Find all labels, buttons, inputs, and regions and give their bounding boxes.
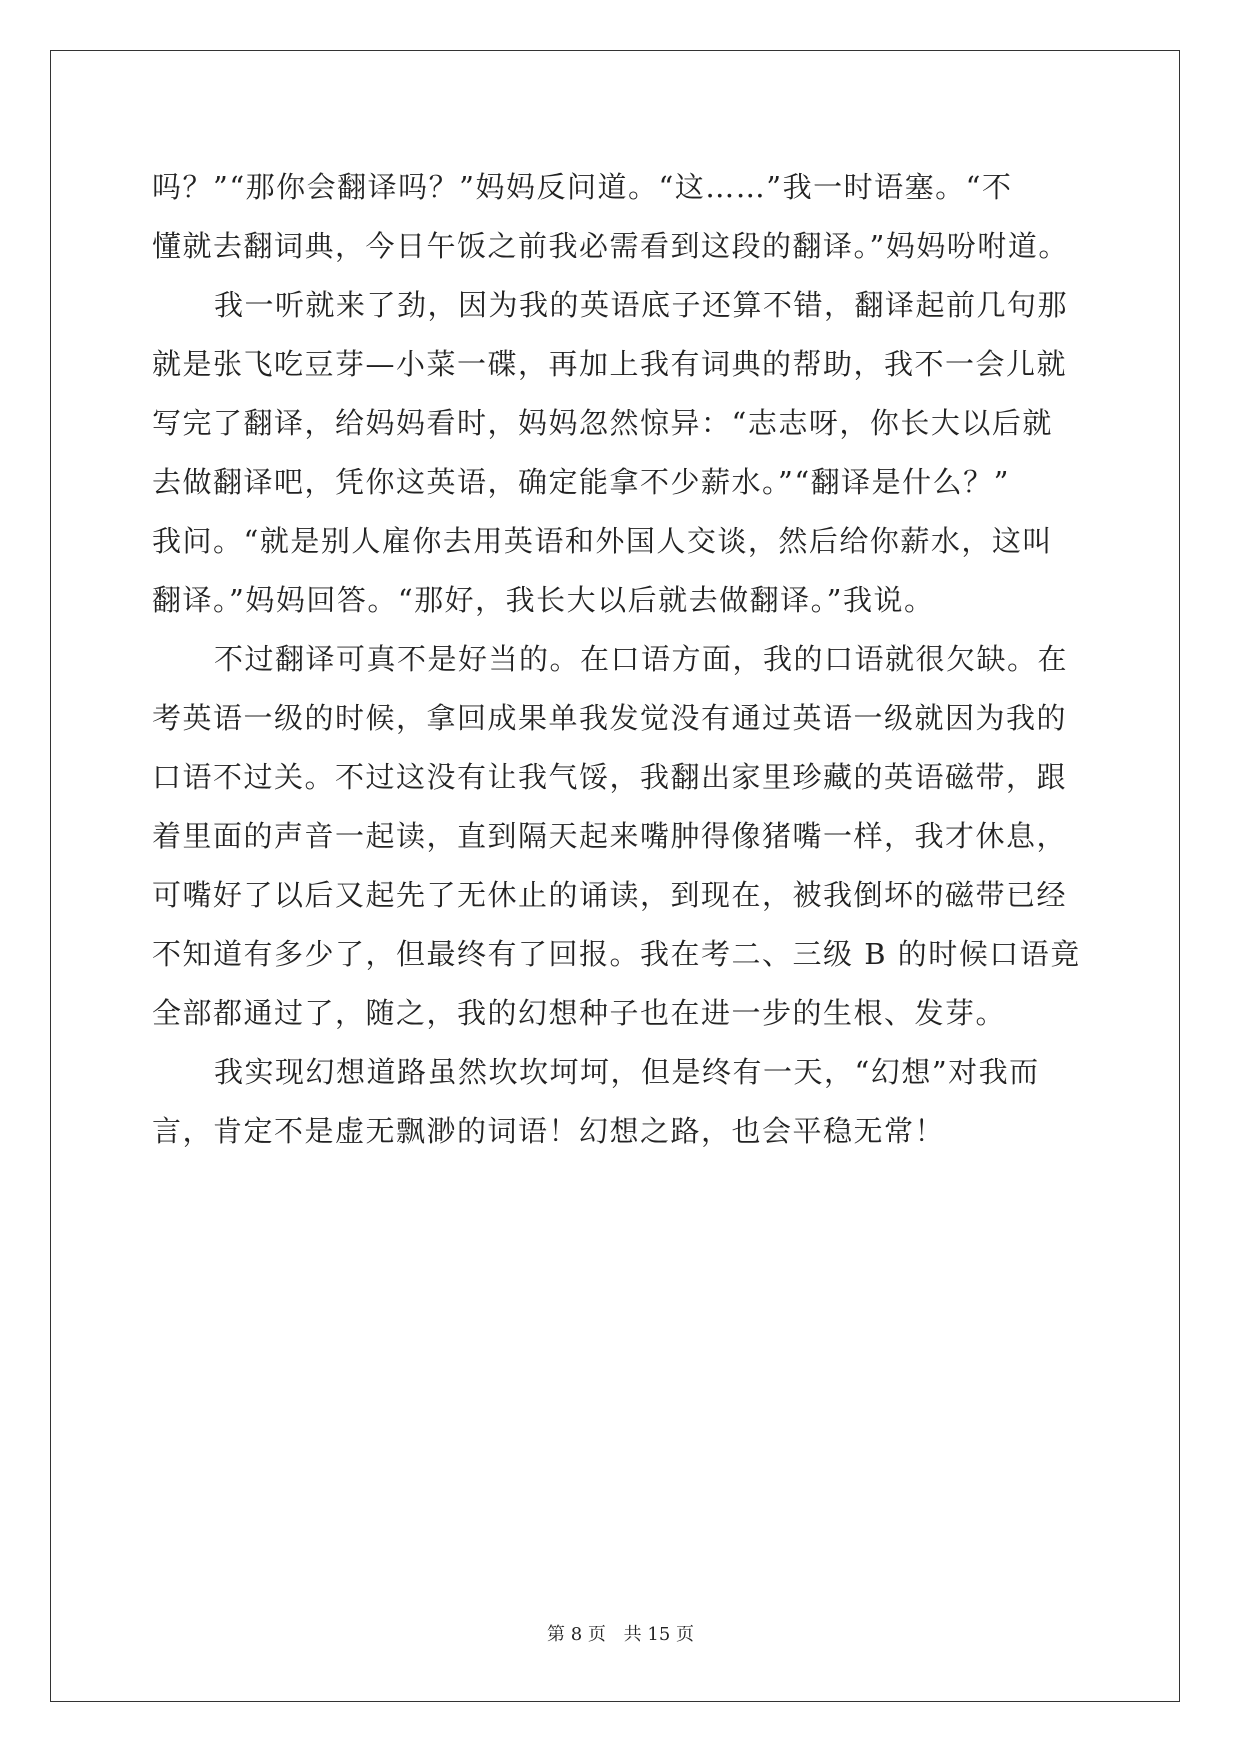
text-line-3: 我一听就来了劲，因为我的英语底子还算不错，翻译起前几句那 <box>214 288 1069 322</box>
text-line-12: 着里面的声音一起读，直到隔天起来嘴肿得像猪嘴一样，我才休息， <box>152 819 1068 853</box>
text-line-13: 可嘴好了以后又起先了无休止的诵读，到现在，被我倒坏的磁带已经 <box>152 878 1068 912</box>
text-line-6: 去做翻译吧，凭你这英语，确定能拿不少薪水。”“翻译是什么？” <box>152 465 1010 499</box>
text-line-17: 言，肯定不是虚无飘渺的词语！幻想之路，也会平稳无常！ <box>152 1114 946 1148</box>
text-line-14: 不知道有多少了，但最终有了回报。我在考二、三级 B 的时候口语竟 <box>152 937 1081 971</box>
text-line-11: 口语不过关。不过这没有让我气馁，我翻出家里珍藏的英语磁带，跟 <box>152 760 1068 794</box>
text-line-1: 吗？”“那你会翻译吗？”妈妈反问道。“这……”我一时语塞。“不 <box>152 170 1013 204</box>
text-line-5: 写完了翻译，给妈妈看时，妈妈忽然惊异：“志志呀，你长大以后就 <box>152 406 1053 440</box>
text-line-7: 我问。“就是别人雇你去用英语和外国人交谈，然后给你薪水，这叫 <box>152 524 1053 558</box>
text-line-15: 全部都通过了，随之，我的幻想种子也在进一步的生根、发芽。 <box>152 996 1007 1030</box>
text-line-4: 就是张飞吃豆芽—小菜一碟，再加上我有词典的帮助，我不一会儿就 <box>152 347 1068 381</box>
page-number: 第 8 页 <box>547 1624 606 1645</box>
text-line-10: 考英语一级的时候，拿回成果单我发觉没有通过英语一级就因为我的 <box>152 701 1068 735</box>
page-footer <box>0 1620 1241 1646</box>
text-line-9: 不过翻译可真不是好当的。在口语方面，我的口语就很欠缺。在 <box>214 642 1069 676</box>
text-line-8: 翻译。”妈妈回答。“那好，我长大以后就去做翻译。”我说。 <box>152 583 935 617</box>
text-line-2: 懂就去翻词典，今日午饭之前我必需看到这段的翻译。”妈妈吩咐道。 <box>152 229 1069 263</box>
page-total: 共 15 页 <box>623 1624 694 1645</box>
text-line-16: 我实现幻想道路虽然坎坎坷坷，但是终有一天，“幻想”对我而 <box>214 1055 1040 1089</box>
document-body <box>152 158 1094 1161</box>
